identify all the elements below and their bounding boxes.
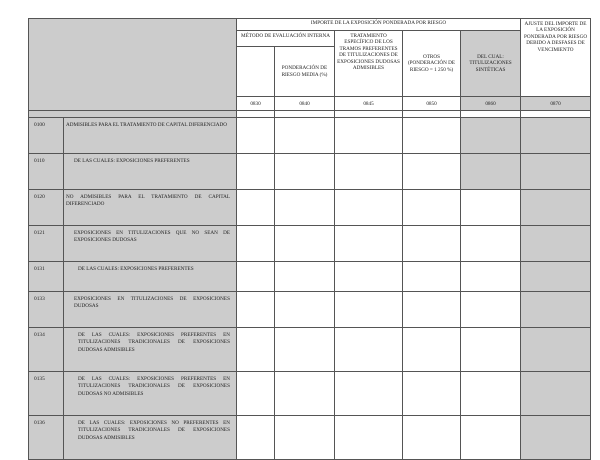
input-cell[interactable] — [403, 154, 461, 190]
input-cell[interactable] — [237, 154, 275, 190]
input-cell[interactable] — [461, 262, 521, 292]
row-code: 0133 — [29, 292, 64, 328]
row-code: 0120 — [29, 190, 64, 226]
corner-header-cell — [29, 19, 237, 111]
blocked-cell — [521, 154, 591, 190]
input-cell[interactable] — [461, 416, 521, 460]
row-code: 0136 — [29, 416, 64, 460]
column-code: 0840 — [275, 97, 335, 111]
input-cell[interactable] — [275, 416, 335, 460]
input-cell[interactable] — [237, 226, 275, 262]
input-cell[interactable] — [275, 328, 335, 372]
input-cell[interactable] — [335, 262, 403, 292]
spacer-row — [29, 111, 591, 118]
header-synthetic-securitisations: DEL CUAL: TITULIZACIONES SINTÉTICAS — [461, 31, 521, 97]
column-code: 0850 — [403, 97, 461, 111]
input-cell[interactable] — [403, 372, 461, 416]
row-label: EXPOSICIONES EN TITULIZACIONES DE EXPOSICIONES DUDOSAS — [64, 292, 237, 328]
input-cell[interactable] — [461, 190, 521, 226]
table-row — [29, 416, 591, 460]
table-row — [29, 154, 591, 190]
input-cell[interactable] — [237, 416, 275, 460]
header-empty-cell — [237, 47, 275, 97]
input-cell[interactable] — [403, 262, 461, 292]
row-code: 0110 — [29, 154, 64, 190]
input-cell[interactable] — [403, 118, 461, 154]
table-row — [29, 226, 591, 262]
input-cell[interactable] — [237, 292, 275, 328]
table-row — [29, 372, 591, 416]
blocked-cell — [521, 262, 591, 292]
header-internal-assessment: MÉTODO DE EVALUACIÓN INTERNA — [237, 31, 335, 47]
table-row — [29, 292, 591, 328]
blocked-cell — [521, 292, 591, 328]
row-label: ADMISIBLES PARA EL TRATAMIENTO DE CAPITAL DIFERENCIADO — [64, 118, 237, 154]
row-code: 0121 — [29, 226, 64, 262]
input-cell[interactable] — [461, 292, 521, 328]
blocked-cell — [521, 328, 591, 372]
header-specific-treatment: TRATAMIENTO ESPECÍFICO DE LOS TRAMOS PREFERENTES DE TITULIZACIONES DE EXPOSICIONES DUDOSAS ADMISIBLES — [335, 31, 403, 97]
row-label: DE LAS CUALES: EXPOSICIONES NO PREFERENTES EN TITULIZACIONES TRADICIONALES DE EXPOSICIONES DUDOSAS ADMISIBLES — [64, 416, 237, 460]
input-cell[interactable] — [461, 226, 521, 262]
input-cell[interactable] — [237, 190, 275, 226]
input-cell[interactable] — [403, 226, 461, 262]
blocked-cell — [521, 190, 591, 226]
blocked-cell — [461, 154, 521, 190]
input-cell[interactable] — [275, 262, 335, 292]
blocked-cell — [521, 226, 591, 262]
column-code: 0870 — [521, 97, 591, 111]
input-cell[interactable] — [237, 118, 275, 154]
input-cell[interactable] — [403, 416, 461, 460]
row-label: DE LAS CUALES: EXPOSICIONES PREFERENTES EN TITULIZACIONES TRADICIONALES DE EXPOSICIONES DUDOSAS ADMISIBLES — [64, 328, 237, 372]
blocked-cell — [521, 372, 591, 416]
reporting-template-table — [28, 18, 591, 460]
input-cell[interactable] — [403, 190, 461, 226]
input-cell[interactable] — [237, 328, 275, 372]
input-cell[interactable] — [335, 118, 403, 154]
input-cell[interactable] — [335, 190, 403, 226]
input-cell[interactable] — [335, 328, 403, 372]
blocked-cell — [521, 416, 591, 460]
input-cell[interactable] — [335, 372, 403, 416]
input-cell[interactable] — [275, 292, 335, 328]
row-code: 0131 — [29, 262, 64, 292]
row-label: DE LAS CUALES: EXPOSICIONES PREFERENTES — [64, 262, 237, 292]
input-cell[interactable] — [275, 154, 335, 190]
row-label: EXPOSICIONES EN TITULIZACIONES QUE NO SEAN DE EXPOSICIONES DUDOSAS — [64, 226, 237, 262]
row-label: DE LAS CUALES: EXPOSICIONES PREFERENTES EN TITULIZACIONES TRADICIONALES DE EXPOSICIONES DUDOSAS NO ADMISIBLES — [64, 372, 237, 416]
input-cell[interactable] — [237, 372, 275, 416]
table-row — [29, 328, 591, 372]
input-cell[interactable] — [335, 292, 403, 328]
blocked-cell — [461, 118, 521, 154]
column-code: 0845 — [335, 97, 403, 111]
header-average-risk-weight: PONDERACIÓN DE RIESGO MEDIA (%) — [275, 47, 335, 97]
blocked-cell — [521, 118, 591, 154]
header-exposure-weighted-amount: IMPORTE DE LA EXPOSICIÓN PONDERADA POR RIESGO — [237, 19, 521, 31]
input-cell[interactable] — [403, 328, 461, 372]
column-code: 0830 — [237, 97, 275, 111]
column-code: 0860 — [461, 97, 521, 111]
row-code: 0135 — [29, 372, 64, 416]
header-maturity-adjustment: AJUSTE DEL IMPORTE DE LA EXPOSICIÓN PONDERADA POR RIESGO DEBIDO A DESFASES DE VENCIMIENTO — [521, 19, 591, 97]
input-cell[interactable] — [275, 190, 335, 226]
input-cell[interactable] — [275, 226, 335, 262]
table-row — [29, 190, 591, 226]
row-label: NO ADMISIBLES PARA EL TRATAMIENTO DE CAPITAL DIFERENCIADO — [64, 190, 237, 226]
input-cell[interactable] — [275, 118, 335, 154]
input-cell[interactable] — [335, 416, 403, 460]
row-code: 0100 — [29, 118, 64, 154]
input-cell[interactable] — [403, 292, 461, 328]
table-row — [29, 118, 591, 154]
row-code: 0134 — [29, 328, 64, 372]
input-cell[interactable] — [461, 328, 521, 372]
input-cell[interactable] — [275, 372, 335, 416]
row-label: DE LAS CUALES: EXPOSICIONES PREFERENTES — [64, 154, 237, 190]
header-other-risk-weight: OTROS (PONDERACIÓN DE RIESGO = 1 250 %) — [403, 31, 461, 97]
input-cell[interactable] — [335, 154, 403, 190]
input-cell[interactable] — [335, 226, 403, 262]
table-row — [29, 262, 591, 292]
input-cell[interactable] — [461, 372, 521, 416]
input-cell[interactable] — [237, 262, 275, 292]
